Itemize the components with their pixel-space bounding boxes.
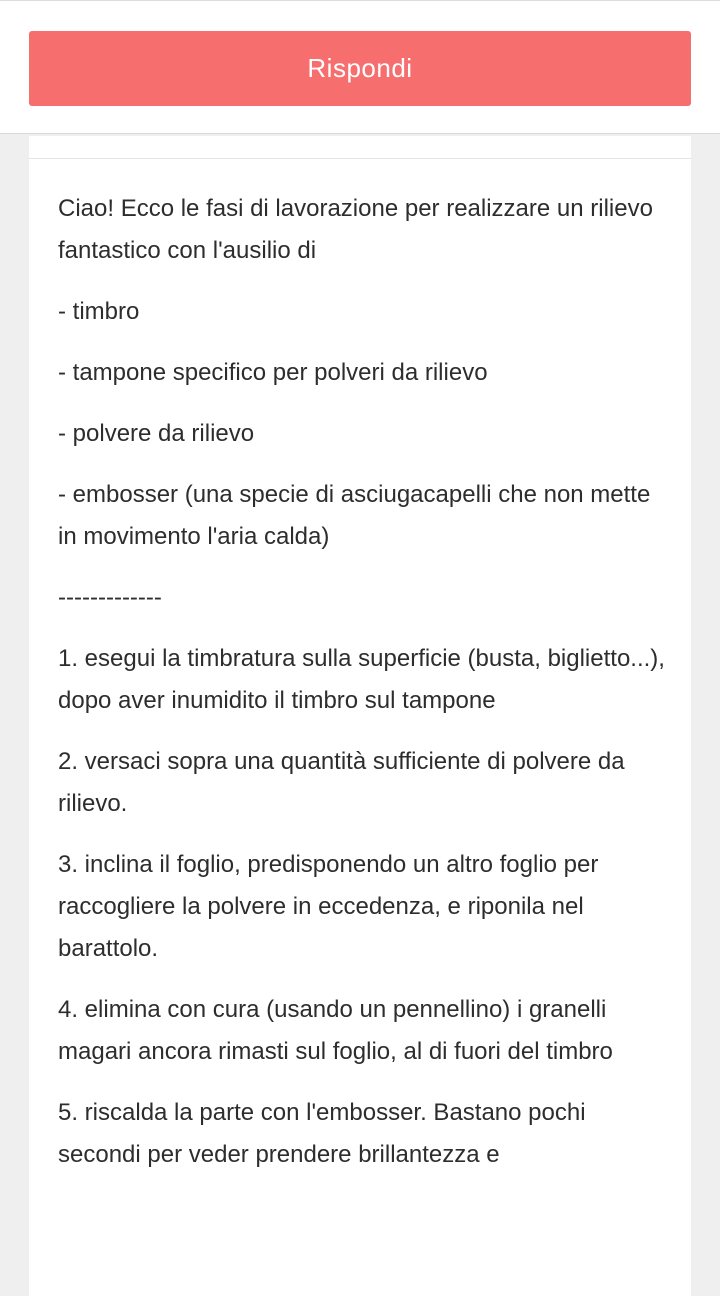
- answer-body: [58, 188, 668, 1195]
- material-item: - tampone specifico per polveri da rilievo: [58, 359, 488, 386]
- material-item: - polvere da rilievo: [58, 420, 255, 447]
- step-item: 1. esegui la timbratura sulla superficie (busta, biglietto...), dopo aver inumidito il timbro sul tampone: [58, 645, 665, 714]
- answer-card: [29, 136, 691, 1296]
- reply-button[interactable]: Rispondi: [29, 31, 691, 106]
- step-item: 3. inclina il foglio, predisponendo un altro foglio per raccogliere la polvere in eccedenza, e riponila nel barattolo.: [58, 851, 599, 962]
- card-divider: [29, 158, 691, 159]
- material-item: - timbro: [58, 298, 140, 325]
- step-item: 5. riscalda la parte con l'embosser. Bastano pochi secondi per veder prendere brillantezza e: [58, 1099, 586, 1168]
- step-item: 4. elimina con cura (usando un pennellino) i granelli magari ancora rimasti sul foglio, al di fuori del timbro: [58, 996, 613, 1065]
- text-separator: -------------: [58, 584, 162, 611]
- material-item: - embosser (una specie di asciugacapelli che non mette in movimento l'aria calda): [58, 481, 651, 550]
- answer-intro: Ciao! Ecco le fasi di lavorazione per realizzare un rilievo fantastico con l'ausilio di: [58, 195, 653, 264]
- step-item: 2. versaci sopra una quantità sufficiente di polvere da rilievo.: [58, 748, 625, 817]
- reply-bar: [0, 0, 720, 134]
